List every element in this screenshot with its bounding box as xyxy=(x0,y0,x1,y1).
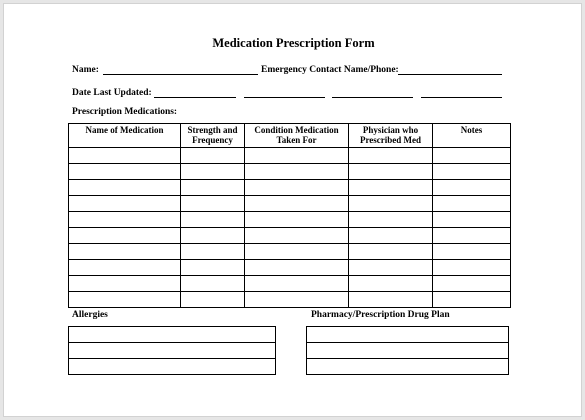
form-cell[interactable] xyxy=(307,327,509,343)
form-page xyxy=(3,3,582,417)
medication-row xyxy=(69,148,511,164)
form-cell[interactable] xyxy=(245,260,349,276)
allergies-row xyxy=(69,343,276,359)
form-cell[interactable] xyxy=(69,228,181,244)
form-cell[interactable] xyxy=(69,212,181,228)
form-cell[interactable] xyxy=(245,244,349,260)
form-cell[interactable] xyxy=(69,260,181,276)
form-cell[interactable] xyxy=(349,164,433,180)
pharmacy-table xyxy=(306,326,509,375)
form-cell[interactable] xyxy=(349,260,433,276)
form-cell[interactable] xyxy=(307,343,509,359)
date-last-updated-label: Date Last Updated: xyxy=(72,88,152,98)
form-cell[interactable] xyxy=(69,180,181,196)
allergies-label: Allergies xyxy=(72,310,108,320)
prescription-medications-label: Prescription Medications: xyxy=(72,107,178,117)
form-cell[interactable] xyxy=(245,180,349,196)
medication-row xyxy=(69,196,511,212)
form-cell[interactable] xyxy=(181,276,245,292)
form-cell[interactable] xyxy=(181,164,245,180)
pharmacy-row xyxy=(307,327,509,343)
form-cell[interactable] xyxy=(349,180,433,196)
form-cell[interactable] xyxy=(245,148,349,164)
form-cell[interactable] xyxy=(245,212,349,228)
form-cell[interactable] xyxy=(349,276,433,292)
allergies-table xyxy=(68,326,276,375)
form-cell[interactable] xyxy=(349,292,433,308)
pharmacy-label: Pharmacy/Prescription Drug Plan xyxy=(311,310,450,320)
form-cell[interactable] xyxy=(433,148,511,164)
form-cell[interactable] xyxy=(69,196,181,212)
form-cell[interactable] xyxy=(69,164,181,180)
emergency-contact-field[interactable] xyxy=(398,74,502,75)
name-field[interactable] xyxy=(103,74,258,75)
form-cell[interactable] xyxy=(245,196,349,212)
form-cell[interactable] xyxy=(181,180,245,196)
form-cell[interactable] xyxy=(181,244,245,260)
form-cell[interactable] xyxy=(307,359,509,375)
column-header-notes: Notes xyxy=(433,124,511,148)
allergies-row xyxy=(69,327,276,343)
form-cell[interactable] xyxy=(245,276,349,292)
date-field-1[interactable] xyxy=(154,97,236,98)
pharmacy-row xyxy=(307,359,509,375)
form-cell[interactable] xyxy=(69,292,181,308)
form-cell[interactable] xyxy=(181,228,245,244)
form-cell[interactable] xyxy=(349,228,433,244)
column-header-strength-frequency: Strength and Frequency xyxy=(181,124,245,148)
form-cell[interactable] xyxy=(245,164,349,180)
form-cell[interactable] xyxy=(181,212,245,228)
emergency-contact-label: Emergency Contact Name/Phone: xyxy=(261,65,399,75)
pharmacy-row xyxy=(307,343,509,359)
form-cell[interactable] xyxy=(433,260,511,276)
form-cell[interactable] xyxy=(433,196,511,212)
form-cell[interactable] xyxy=(349,244,433,260)
date-field-2[interactable] xyxy=(244,97,325,98)
column-header-name-of-medication: Name of Medication xyxy=(69,124,181,148)
form-cell[interactable] xyxy=(181,260,245,276)
form-cell[interactable] xyxy=(433,244,511,260)
form-cell[interactable] xyxy=(181,196,245,212)
date-field-3[interactable] xyxy=(332,97,413,98)
form-cell[interactable] xyxy=(181,292,245,308)
form-cell[interactable] xyxy=(69,343,276,359)
medication-row xyxy=(69,260,511,276)
form-cell[interactable] xyxy=(245,292,349,308)
medication-row xyxy=(69,212,511,228)
form-cell[interactable] xyxy=(433,180,511,196)
name-label: Name: xyxy=(72,65,99,75)
medication-row xyxy=(69,164,511,180)
form-cell[interactable] xyxy=(245,228,349,244)
form-cell[interactable] xyxy=(69,327,276,343)
form-cell[interactable] xyxy=(69,276,181,292)
form-cell[interactable] xyxy=(433,276,511,292)
date-field-4[interactable] xyxy=(421,97,502,98)
medication-row xyxy=(69,228,511,244)
form-cell[interactable] xyxy=(69,359,276,375)
form-cell[interactable] xyxy=(69,148,181,164)
medication-row xyxy=(69,244,511,260)
form-cell[interactable] xyxy=(433,164,511,180)
form-cell[interactable] xyxy=(433,292,511,308)
form-cell[interactable] xyxy=(433,228,511,244)
column-header-physician: Physician who Prescribed Med xyxy=(349,124,433,148)
medications-table xyxy=(68,123,511,308)
medication-row xyxy=(69,292,511,308)
medication-row xyxy=(69,180,511,196)
form-cell[interactable] xyxy=(349,148,433,164)
form-cell[interactable] xyxy=(181,148,245,164)
column-header-condition: Condition Medication Taken For xyxy=(245,124,349,148)
form-cell[interactable] xyxy=(433,212,511,228)
form-cell[interactable] xyxy=(349,196,433,212)
form-cell[interactable] xyxy=(349,212,433,228)
table-header-row xyxy=(69,124,511,148)
form-title: Medication Prescription Form xyxy=(212,36,375,50)
form-cell[interactable] xyxy=(69,244,181,260)
medication-row xyxy=(69,276,511,292)
allergies-row xyxy=(69,359,276,375)
